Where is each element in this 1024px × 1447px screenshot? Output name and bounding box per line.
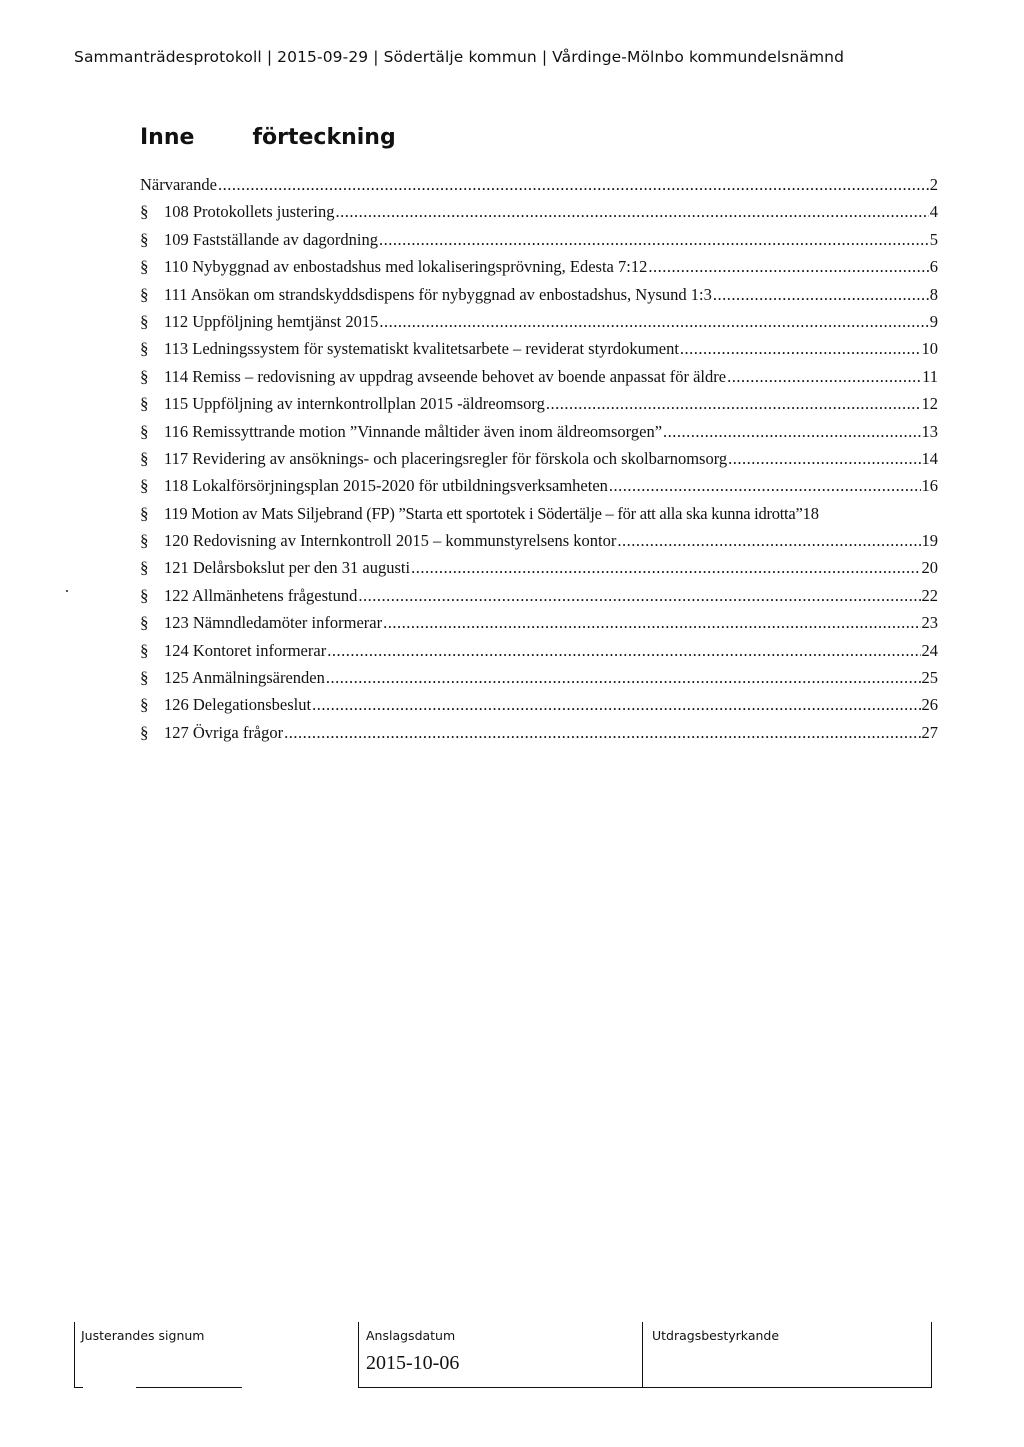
toc-entry[interactable] — [140, 609, 938, 636]
toc-entry[interactable] — [140, 472, 938, 499]
toc-entry-title: 120 Redovisning av Internkontroll 2015 – kommunstyrelsens kontor — [164, 531, 617, 551]
toc-page-number: 14 — [921, 448, 938, 468]
footer-underline — [74, 1387, 83, 1388]
toc-page-number: 25 — [921, 668, 938, 688]
section-symbol: § — [140, 558, 149, 578]
toc-entry-title: 124 Kontoret informerar — [164, 640, 327, 660]
toc-entry-title: 110 Nybyggnad av enbostadshus med lokaliseringsprövning, Edesta 7:12 — [164, 257, 648, 277]
section-symbol: § — [140, 421, 149, 441]
toc-entry[interactable] — [140, 226, 938, 253]
toc-entry-title: 117 Revidering av ansöknings- och placeringsregler för förskola och skolbarnomsorg — [164, 448, 728, 468]
toc-entry[interactable] — [140, 719, 938, 746]
toc-leader — [218, 171, 929, 198]
toc-leader — [663, 418, 920, 445]
toc-leader — [728, 445, 920, 472]
section-symbol: § — [140, 448, 149, 468]
toc-entry-title: 118 Lokalförsörjningsplan 2015-2020 för utbildningsverksamheten — [164, 476, 608, 496]
scan-speck — [66, 590, 68, 592]
toc-entry[interactable] — [140, 363, 938, 390]
toc-leader — [617, 527, 920, 554]
section-symbol: § — [140, 229, 149, 249]
toc-entry-title: 121 Delårsbokslut per den 31 augusti — [164, 558, 411, 578]
section-symbol: § — [140, 339, 149, 359]
toc-page-number: 12 — [921, 394, 938, 414]
toc-leader — [336, 198, 929, 225]
toc-page-number: 13 — [921, 421, 938, 441]
toc-leader — [680, 335, 921, 362]
toc-page-number: 19 — [921, 531, 938, 551]
section-symbol: § — [140, 695, 149, 715]
toc-entry-title: 123 Nämndledamöter informerar — [164, 613, 383, 633]
toc-page-number: 18 — [802, 503, 820, 523]
toc-leader — [358, 582, 920, 609]
section-symbol: § — [140, 585, 149, 605]
toc-page-number: 5 — [929, 229, 938, 249]
toc-entry-title: 115 Uppföljning av internkontrollplan 2015 -äldreomsorg — [164, 394, 545, 414]
page-title — [140, 125, 396, 150]
toc-leader — [727, 363, 921, 390]
toc-entry[interactable] — [140, 253, 938, 280]
toc-entry-title: 111 Ansökan om strandskyddsdispens för nybyggnad av enbostadshus, Nysund 1:3 — [164, 284, 712, 304]
toc-entry-title: 125 Anmälningsärenden — [164, 668, 325, 688]
footer-underline — [358, 1387, 932, 1388]
signature-footer — [74, 1322, 932, 1388]
posting-date-label: Anslagsdatum — [366, 1328, 456, 1343]
toc-entry[interactable] — [140, 664, 938, 691]
section-symbol: § — [140, 202, 149, 222]
signature-label: Justerandes signum — [81, 1328, 205, 1343]
toc-page-number: 16 — [921, 476, 938, 496]
toc-page-number: 22 — [921, 585, 938, 605]
toc-page-number: 8 — [929, 284, 938, 304]
toc-page-number: 20 — [921, 558, 938, 578]
toc-entry[interactable] — [140, 335, 938, 362]
toc-leader — [411, 554, 920, 581]
section-symbol: § — [140, 284, 149, 304]
toc-leader — [312, 691, 920, 718]
toc-page-number: 6 — [929, 257, 938, 277]
toc-entry[interactable] — [140, 198, 938, 225]
toc-leader — [383, 609, 920, 636]
section-symbol: § — [140, 668, 149, 688]
toc-page-number: 24 — [921, 640, 938, 660]
toc-leader — [284, 719, 920, 746]
toc-leader — [546, 390, 921, 417]
toc-entry-title: 122 Allmänhetens frågestund — [164, 585, 358, 605]
toc-leader — [379, 226, 929, 253]
toc-entry[interactable] — [140, 418, 938, 445]
title-part-1: Inne — [140, 125, 195, 150]
toc-leader — [713, 281, 929, 308]
toc-leader — [327, 637, 920, 664]
footer-divider — [642, 1322, 643, 1388]
toc-page-number: 23 — [921, 613, 938, 633]
toc-entry[interactable] — [140, 445, 938, 472]
toc-entry[interactable] — [140, 171, 938, 198]
section-symbol: § — [140, 394, 149, 414]
posting-date-value: 2015-10-06 — [366, 1352, 460, 1374]
toc-entry[interactable] — [140, 390, 938, 417]
section-symbol: § — [140, 503, 149, 523]
toc-entry[interactable] — [140, 637, 938, 664]
toc-entry[interactable] — [140, 281, 938, 308]
toc-page-number: 2 — [929, 175, 938, 194]
section-symbol: § — [140, 613, 149, 633]
toc-page-number: 4 — [929, 202, 938, 222]
toc-entry-title: 108 Protokollets justering — [164, 202, 335, 222]
toc-entry-title: 113 Ledningssystem för systematiskt kvalitetsarbete – reviderat styrdokument — [164, 339, 679, 359]
toc-entry-title: 119 Motion av Mats Siljebrand (FP) ”Starta ett sportotek i Södertälje – för att alla ska kunna idrotta” — [164, 503, 803, 523]
toc-entry[interactable] — [140, 308, 938, 335]
toc-entry-title: 112 Uppföljning hemtjänst 2015 — [164, 311, 379, 331]
document-header: Sammanträdesprotokoll | 2015-09-29 | Södertälje kommun | Vårdinge-Mölnbo kommundelsnämnd — [74, 48, 845, 66]
toc-page-number: 26 — [921, 695, 938, 715]
section-symbol: § — [140, 311, 149, 331]
section-symbol: § — [140, 366, 149, 386]
section-symbol: § — [140, 476, 149, 496]
toc-leader — [379, 308, 928, 335]
toc-page-number: 11 — [922, 366, 938, 386]
section-symbol: § — [140, 640, 149, 660]
toc-entry[interactable] — [140, 691, 938, 718]
toc-page-number: 27 — [921, 722, 938, 742]
section-symbol: § — [140, 257, 149, 277]
extract-certification-label: Utdragsbestyrkande — [652, 1328, 780, 1343]
footer-divider — [74, 1322, 75, 1388]
toc-entry[interactable] — [140, 582, 938, 609]
toc-entry-title: 109 Fastställande av dagordning — [164, 229, 379, 249]
toc-entry-title: Närvarande — [140, 175, 217, 194]
section-symbol: § — [140, 722, 149, 742]
toc-page-number: 9 — [929, 311, 938, 331]
toc-page-number: 10 — [921, 339, 938, 359]
toc-entry-title: 127 Övriga frågor — [164, 722, 284, 742]
table-of-contents — [140, 171, 938, 746]
toc-leader — [326, 664, 921, 691]
toc-leader — [609, 472, 921, 499]
footer-divider — [931, 1322, 932, 1388]
toc-entry[interactable] — [140, 527, 938, 554]
toc-leader — [648, 253, 928, 280]
footer-divider — [358, 1322, 359, 1388]
toc-entry-title: 116 Remissyttrande motion ”Vinnande måltider även inom äldreomsorgen” — [164, 421, 663, 441]
section-symbol: § — [140, 531, 149, 551]
footer-underline — [136, 1387, 242, 1388]
toc-entry[interactable] — [140, 500, 938, 527]
title-part-2: förteckning — [252, 125, 396, 150]
toc-entry-title: 126 Delegationsbeslut — [164, 695, 312, 715]
toc-entry-title: 114 Remiss – redovisning av uppdrag avseende behovet av boende anpassat för äldre — [164, 366, 727, 386]
toc-entry[interactable] — [140, 554, 938, 581]
